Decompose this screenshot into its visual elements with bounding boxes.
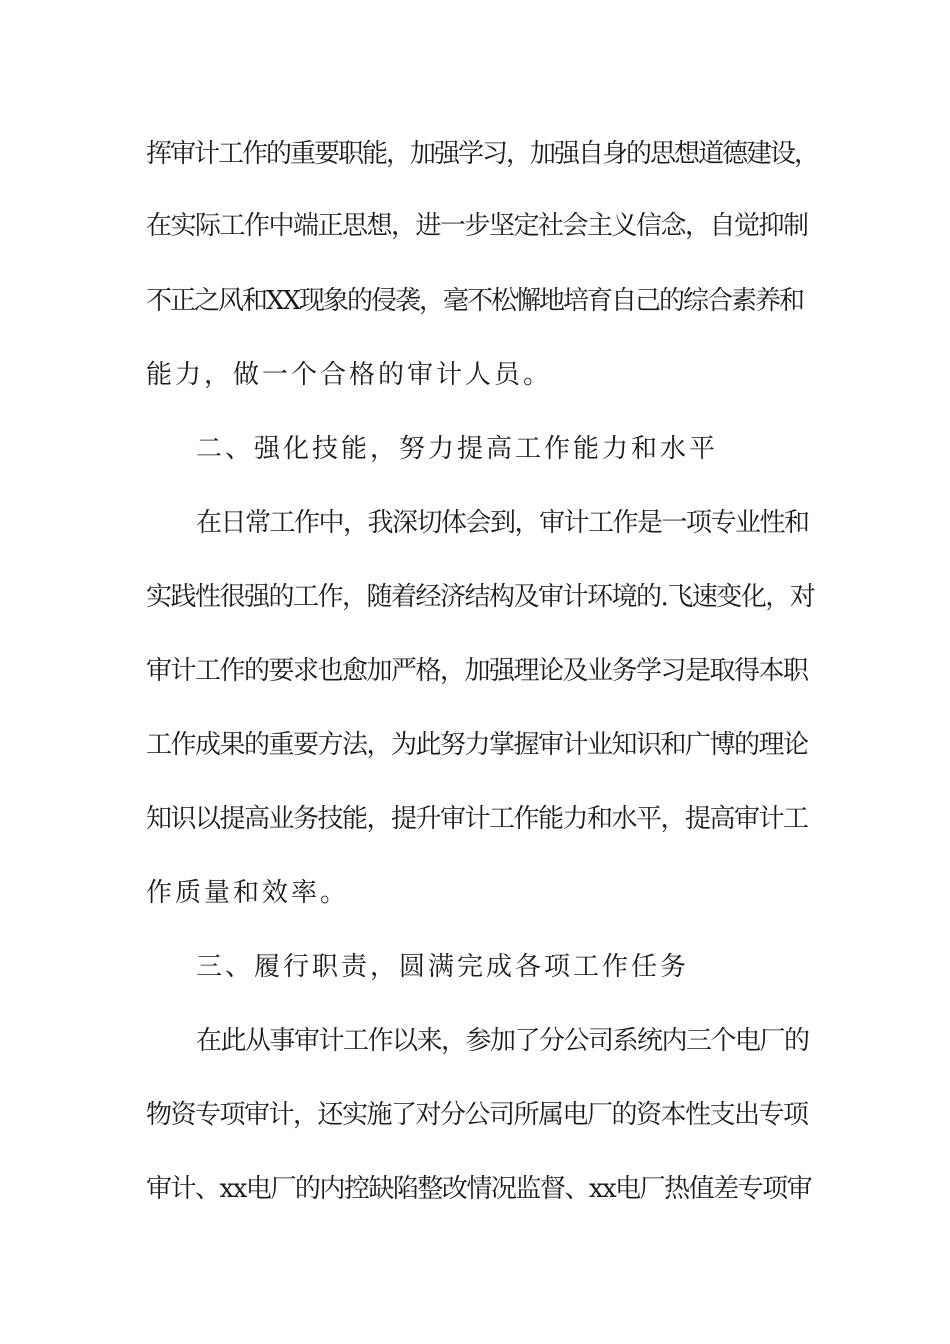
paragraph-line: 在此从事审计工作以来，参加了分公司系统内三个电厂的 [196, 1026, 809, 1056]
section-heading: 二、强化技能，努力提高工作能力和水平 [196, 434, 719, 464]
paragraph-line: 知识以提高业务技能，提升审计工作能力和水平，提高审计工 [146, 804, 808, 834]
paragraph-line: 物资专项审计，还实施了对分公司所属电厂的资本性支出专项 [146, 1100, 808, 1130]
paragraph-line: 作质量和效率。 [146, 878, 350, 908]
paragraph-line: 工作成果的重要方法，为此努力掌握审计业知识和广博的理论 [146, 730, 808, 760]
paragraph-line: 审计、xx电厂的内控缺陷整改情况监督、xx电厂热值差专项审 [146, 1174, 812, 1204]
paragraph-line: 不正之风和XX现象的侵袭，毫不松懈地培育自己的综合素养和 [146, 286, 804, 316]
paragraph-line: 挥审计工作的重要职能，加强学习，加强自身的思想道德建设， [146, 139, 819, 169]
paragraph-line: 在实际工作中端正思想，进一步坚定社会主义信念，自觉抑制 [146, 211, 808, 241]
section-heading: 三、履行职责，圆满完成各项工作任务 [196, 952, 690, 982]
paragraph-line: 能力，做一个合格的审计人员。 [146, 360, 553, 390]
paragraph-line: 实践性很强的工作，随着经济结构及审计环境的.飞速变化，对 [146, 582, 815, 612]
paragraph-line: 审计工作的要求也愈加严格，加强理论及业务学习是取得本职 [146, 656, 808, 686]
paragraph-line: 在日常工作中，我深切体会到，审计工作是一项专业性和 [196, 508, 809, 538]
